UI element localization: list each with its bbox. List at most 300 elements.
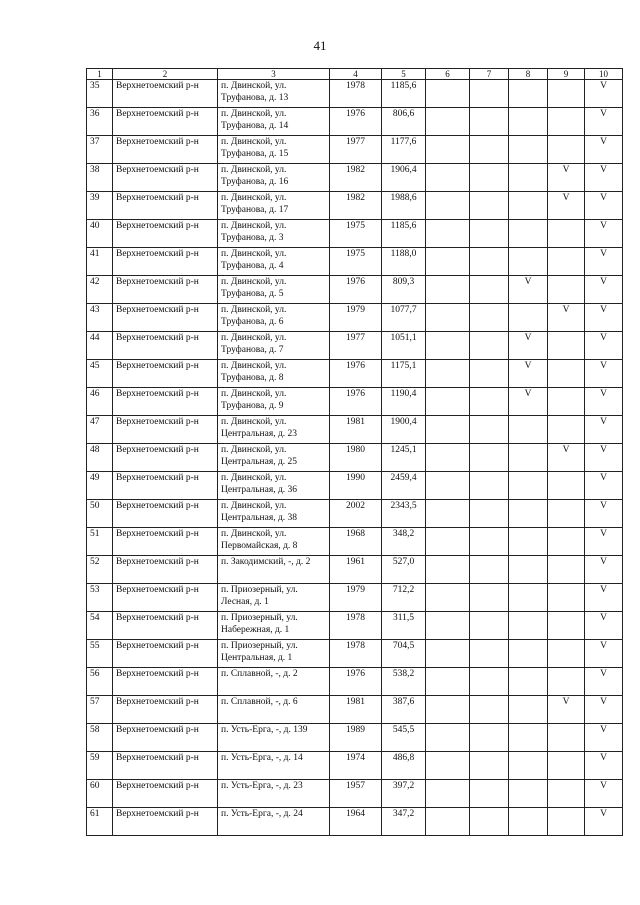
- column-6-cell: [426, 612, 470, 640]
- table-row: [87, 192, 623, 220]
- address-cell: п. Двинской, ул. Труфанова, д. 15: [218, 136, 330, 164]
- page-number: 41: [313, 38, 327, 53]
- column-6-cell: [426, 808, 470, 836]
- column-8-cell: [509, 108, 548, 136]
- table-body: [87, 80, 623, 836]
- column-9-cell: [548, 136, 585, 164]
- area-cell: 704,5: [382, 640, 426, 668]
- area-cell: 712,2: [382, 584, 426, 612]
- column-9-cell: [548, 108, 585, 136]
- column-8-cell: [509, 556, 548, 584]
- address-cell: п. Двинской, ул. Труфанова, д. 8: [218, 360, 330, 388]
- column-7-cell: [470, 696, 509, 724]
- row-number: 35: [87, 80, 113, 108]
- column-8-cell: [509, 724, 548, 752]
- column-10-cell: V: [585, 192, 623, 220]
- area-cell: 1051,1: [382, 332, 426, 360]
- row-number: 60: [87, 780, 113, 808]
- column-6-cell: [426, 584, 470, 612]
- year-cell: 1989: [330, 724, 382, 752]
- year-cell: 1980: [330, 444, 382, 472]
- year-cell: 1975: [330, 220, 382, 248]
- address-cell: п. Двинской, ул. Труфанова, д. 4: [218, 248, 330, 276]
- row-number: 44: [87, 332, 113, 360]
- column-10-cell: V: [585, 556, 623, 584]
- table-row: [87, 500, 623, 528]
- column-9-cell: V: [548, 444, 585, 472]
- column-8-cell: [509, 668, 548, 696]
- year-cell: 1976: [330, 388, 382, 416]
- row-number: 61: [87, 808, 113, 836]
- row-number: 53: [87, 584, 113, 612]
- column-7-cell: [470, 360, 509, 388]
- region-cell: Верхнетоемский р-н: [113, 108, 218, 136]
- table-row: [87, 276, 623, 304]
- row-number: 59: [87, 752, 113, 780]
- address-cell: п. Двинской, ул. Труфанова, д. 16: [218, 164, 330, 192]
- column-6-cell: [426, 248, 470, 276]
- table-row: [87, 80, 623, 108]
- row-number: 47: [87, 416, 113, 444]
- column-6-cell: [426, 220, 470, 248]
- column-9-cell: [548, 612, 585, 640]
- column-7-cell: [470, 416, 509, 444]
- column-10-cell: V: [585, 528, 623, 556]
- region-cell: Верхнетоемский р-н: [113, 388, 218, 416]
- column-6-cell: [426, 304, 470, 332]
- row-number: 37: [87, 136, 113, 164]
- area-cell: 2459,4: [382, 472, 426, 500]
- column-10-cell: V: [585, 668, 623, 696]
- column-6-cell: [426, 696, 470, 724]
- column-9-cell: [548, 584, 585, 612]
- column-10-cell: V: [585, 696, 623, 724]
- row-number: 46: [87, 388, 113, 416]
- row-number: 36: [87, 108, 113, 136]
- region-cell: Верхнетоемский р-н: [113, 556, 218, 584]
- column-9-cell: [548, 528, 585, 556]
- column-8-cell: [509, 696, 548, 724]
- column-10-cell: V: [585, 444, 623, 472]
- column-8-cell: [509, 612, 548, 640]
- region-cell: Верхнетоемский р-н: [113, 360, 218, 388]
- column-6-cell: [426, 192, 470, 220]
- region-cell: Верхнетоемский р-н: [113, 136, 218, 164]
- column-header-8: 8: [509, 69, 548, 80]
- row-number: 55: [87, 640, 113, 668]
- column-7-cell: [470, 220, 509, 248]
- column-header-9: 9: [548, 69, 585, 80]
- row-number: 38: [87, 164, 113, 192]
- address-cell: п. Двинской, ул. Труфанова, д. 14: [218, 108, 330, 136]
- column-10-cell: V: [585, 220, 623, 248]
- year-cell: 1964: [330, 808, 382, 836]
- column-7-cell: [470, 808, 509, 836]
- row-number: 40: [87, 220, 113, 248]
- column-6-cell: [426, 164, 470, 192]
- column-10-cell: V: [585, 276, 623, 304]
- table-row: [87, 752, 623, 780]
- year-cell: 1976: [330, 668, 382, 696]
- column-10-cell: V: [585, 808, 623, 836]
- row-number: 50: [87, 500, 113, 528]
- address-cell: п. Приозерный, ул. Набережная, д. 1: [218, 612, 330, 640]
- column-9-cell: [548, 80, 585, 108]
- column-10-cell: V: [585, 472, 623, 500]
- column-8-cell: V: [509, 360, 548, 388]
- column-8-cell: [509, 640, 548, 668]
- column-header-3: 3: [218, 69, 330, 80]
- address-cell: п. Двинской, ул. Центральная, д. 36: [218, 472, 330, 500]
- region-cell: Верхнетоемский р-н: [113, 500, 218, 528]
- column-6-cell: [426, 388, 470, 416]
- area-cell: 486,8: [382, 752, 426, 780]
- area-cell: 311,5: [382, 612, 426, 640]
- column-9-cell: [548, 472, 585, 500]
- region-cell: Верхнетоемский р-н: [113, 80, 218, 108]
- column-9-cell: V: [548, 696, 585, 724]
- column-9-cell: [548, 248, 585, 276]
- area-cell: 1077,7: [382, 304, 426, 332]
- region-cell: Верхнетоемский р-н: [113, 164, 218, 192]
- row-number: 56: [87, 668, 113, 696]
- row-number: 58: [87, 724, 113, 752]
- column-6-cell: [426, 640, 470, 668]
- year-cell: 1982: [330, 164, 382, 192]
- region-cell: Верхнетоемский р-н: [113, 528, 218, 556]
- address-cell: п. Двинской, ул. Труфанова, д. 9: [218, 388, 330, 416]
- column-7-cell: [470, 752, 509, 780]
- column-8-cell: V: [509, 276, 548, 304]
- row-number: 41: [87, 248, 113, 276]
- table-row: [87, 108, 623, 136]
- year-cell: 1961: [330, 556, 382, 584]
- column-7-cell: [470, 528, 509, 556]
- table-row: [87, 444, 623, 472]
- address-cell: п. Двинской, ул. Первомайская, д. 8: [218, 528, 330, 556]
- column-7-cell: [470, 108, 509, 136]
- column-header-6: 6: [426, 69, 470, 80]
- year-cell: 1979: [330, 304, 382, 332]
- year-cell: 1976: [330, 108, 382, 136]
- region-cell: Верхнетоемский р-н: [113, 472, 218, 500]
- column-10-cell: V: [585, 640, 623, 668]
- year-cell: 1975: [330, 248, 382, 276]
- year-cell: 1990: [330, 472, 382, 500]
- row-number: 42: [87, 276, 113, 304]
- column-8-cell: [509, 248, 548, 276]
- column-7-cell: [470, 500, 509, 528]
- column-9-cell: [548, 808, 585, 836]
- address-cell: п. Сплавной, -, д. 6: [218, 696, 330, 724]
- address-cell: п. Усть-Ерга, -, д. 14: [218, 752, 330, 780]
- region-cell: Верхнетоемский р-н: [113, 808, 218, 836]
- row-number: 43: [87, 304, 113, 332]
- area-cell: 1906,4: [382, 164, 426, 192]
- column-6-cell: [426, 500, 470, 528]
- column-8-cell: V: [509, 388, 548, 416]
- column-7-cell: [470, 612, 509, 640]
- column-header-4: 4: [330, 69, 382, 80]
- column-10-cell: V: [585, 780, 623, 808]
- column-8-cell: [509, 136, 548, 164]
- address-cell: п. Двинской, ул. Центральная, д. 25: [218, 444, 330, 472]
- column-9-cell: [548, 388, 585, 416]
- column-7-cell: [470, 640, 509, 668]
- column-6-cell: [426, 108, 470, 136]
- area-cell: 538,2: [382, 668, 426, 696]
- column-8-cell: [509, 500, 548, 528]
- table-row: [87, 696, 623, 724]
- row-number: 39: [87, 192, 113, 220]
- address-cell: п. Двинской, ул. Труфанова, д. 13: [218, 80, 330, 108]
- region-cell: Верхнетоемский р-н: [113, 696, 218, 724]
- column-6-cell: [426, 332, 470, 360]
- housing-registry-table: [86, 68, 623, 836]
- year-cell: 1957: [330, 780, 382, 808]
- address-cell: п. Двинской, ул. Центральная, д. 38: [218, 500, 330, 528]
- year-cell: 1978: [330, 612, 382, 640]
- column-8-cell: V: [509, 332, 548, 360]
- year-cell: 1974: [330, 752, 382, 780]
- column-8-cell: [509, 416, 548, 444]
- column-8-cell: [509, 528, 548, 556]
- column-6-cell: [426, 668, 470, 696]
- table-row: [87, 304, 623, 332]
- column-7-cell: [470, 668, 509, 696]
- column-header-1: 1: [87, 69, 113, 80]
- column-10-cell: V: [585, 388, 623, 416]
- column-7-cell: [470, 388, 509, 416]
- column-7-cell: [470, 164, 509, 192]
- area-cell: 347,2: [382, 808, 426, 836]
- address-cell: п. Приозерный, ул. Центральная, д. 1: [218, 640, 330, 668]
- year-cell: 1981: [330, 696, 382, 724]
- area-cell: 1900,4: [382, 416, 426, 444]
- column-9-cell: [548, 780, 585, 808]
- column-10-cell: V: [585, 304, 623, 332]
- column-7-cell: [470, 80, 509, 108]
- year-cell: 1979: [330, 584, 382, 612]
- column-7-cell: [470, 136, 509, 164]
- column-9-cell: [548, 752, 585, 780]
- address-cell: п. Закодимский, -, д. 2: [218, 556, 330, 584]
- region-cell: Верхнетоемский р-н: [113, 332, 218, 360]
- area-cell: 2343,5: [382, 500, 426, 528]
- year-cell: 1981: [330, 416, 382, 444]
- column-10-cell: V: [585, 332, 623, 360]
- region-cell: Верхнетоемский р-н: [113, 248, 218, 276]
- column-10-cell: V: [585, 248, 623, 276]
- region-cell: Верхнетоемский р-н: [113, 752, 218, 780]
- column-9-cell: V: [548, 164, 585, 192]
- table-row: [87, 136, 623, 164]
- region-cell: Верхнетоемский р-н: [113, 584, 218, 612]
- column-7-cell: [470, 472, 509, 500]
- table-row: [87, 220, 623, 248]
- column-7-cell: [470, 556, 509, 584]
- table-row: [87, 164, 623, 192]
- column-6-cell: [426, 780, 470, 808]
- column-7-cell: [470, 724, 509, 752]
- address-cell: п. Двинской, ул. Труфанова, д. 5: [218, 276, 330, 304]
- column-6-cell: [426, 752, 470, 780]
- column-10-cell: V: [585, 360, 623, 388]
- column-9-cell: V: [548, 192, 585, 220]
- table-row: [87, 584, 623, 612]
- column-header-5: 5: [382, 69, 426, 80]
- region-cell: Верхнетоемский р-н: [113, 780, 218, 808]
- year-cell: 2002: [330, 500, 382, 528]
- table-row: [87, 528, 623, 556]
- table-row: [87, 640, 623, 668]
- table-row: [87, 360, 623, 388]
- year-cell: 1976: [330, 276, 382, 304]
- column-9-cell: [548, 500, 585, 528]
- table-row: [87, 388, 623, 416]
- year-cell: 1982: [330, 192, 382, 220]
- region-cell: Верхнетоемский р-н: [113, 192, 218, 220]
- area-cell: 1190,4: [382, 388, 426, 416]
- region-cell: Верхнетоемский р-н: [113, 668, 218, 696]
- column-10-cell: V: [585, 164, 623, 192]
- table-row: [87, 724, 623, 752]
- area-cell: 387,6: [382, 696, 426, 724]
- table-row: [87, 472, 623, 500]
- area-cell: 1175,1: [382, 360, 426, 388]
- column-10-cell: V: [585, 136, 623, 164]
- region-cell: Верхнетоемский р-н: [113, 220, 218, 248]
- column-7-cell: [470, 248, 509, 276]
- address-cell: п. Двинской, ул. Труфанова, д. 6: [218, 304, 330, 332]
- column-6-cell: [426, 724, 470, 752]
- column-9-cell: V: [548, 304, 585, 332]
- column-8-cell: [509, 80, 548, 108]
- column-6-cell: [426, 472, 470, 500]
- area-cell: 527,0: [382, 556, 426, 584]
- column-8-cell: [509, 472, 548, 500]
- address-cell: п. Усть-Ерга, -, д. 24: [218, 808, 330, 836]
- area-cell: 1185,6: [382, 80, 426, 108]
- row-number: 54: [87, 612, 113, 640]
- area-cell: 1245,1: [382, 444, 426, 472]
- region-cell: Верхнетоемский р-н: [113, 276, 218, 304]
- column-6-cell: [426, 444, 470, 472]
- region-cell: Верхнетоемский р-н: [113, 612, 218, 640]
- column-8-cell: [509, 304, 548, 332]
- row-number: 52: [87, 556, 113, 584]
- column-9-cell: [548, 416, 585, 444]
- column-10-cell: V: [585, 584, 623, 612]
- table-row: [87, 668, 623, 696]
- address-cell: п. Двинской, ул. Труфанова, д. 7: [218, 332, 330, 360]
- column-7-cell: [470, 584, 509, 612]
- column-10-cell: V: [585, 416, 623, 444]
- column-9-cell: [548, 360, 585, 388]
- column-9-cell: [548, 332, 585, 360]
- column-9-cell: [548, 220, 585, 248]
- column-9-cell: [548, 668, 585, 696]
- table-row: [87, 780, 623, 808]
- year-cell: 1977: [330, 136, 382, 164]
- column-10-cell: V: [585, 724, 623, 752]
- column-7-cell: [470, 276, 509, 304]
- area-cell: 1185,6: [382, 220, 426, 248]
- column-9-cell: [548, 640, 585, 668]
- column-8-cell: [509, 444, 548, 472]
- column-6-cell: [426, 416, 470, 444]
- column-6-cell: [426, 276, 470, 304]
- column-6-cell: [426, 360, 470, 388]
- region-cell: Верхнетоемский р-н: [113, 444, 218, 472]
- column-8-cell: [509, 164, 548, 192]
- region-cell: Верхнетоемский р-н: [113, 724, 218, 752]
- area-cell: 1988,6: [382, 192, 426, 220]
- column-6-cell: [426, 80, 470, 108]
- table-row: [87, 612, 623, 640]
- column-7-cell: [470, 304, 509, 332]
- address-cell: п. Двинской, ул. Труфанова, д. 17: [218, 192, 330, 220]
- column-8-cell: [509, 780, 548, 808]
- year-cell: 1978: [330, 80, 382, 108]
- column-10-cell: V: [585, 752, 623, 780]
- area-cell: 806,6: [382, 108, 426, 136]
- year-cell: 1977: [330, 332, 382, 360]
- column-9-cell: [548, 276, 585, 304]
- region-cell: Верхнетоемский р-н: [113, 304, 218, 332]
- column-7-cell: [470, 192, 509, 220]
- column-10-cell: V: [585, 108, 623, 136]
- region-cell: Верхнетоемский р-н: [113, 640, 218, 668]
- column-6-cell: [426, 528, 470, 556]
- region-cell: Верхнетоемский р-н: [113, 416, 218, 444]
- column-8-cell: [509, 220, 548, 248]
- year-cell: 1976: [330, 360, 382, 388]
- table-row: [87, 332, 623, 360]
- column-header-2: 2: [113, 69, 218, 80]
- column-6-cell: [426, 556, 470, 584]
- column-6-cell: [426, 136, 470, 164]
- column-10-cell: V: [585, 500, 623, 528]
- table-row: [87, 416, 623, 444]
- address-cell: п. Усть-Ерга, -, д. 139: [218, 724, 330, 752]
- row-number: 49: [87, 472, 113, 500]
- area-cell: 545,5: [382, 724, 426, 752]
- column-7-cell: [470, 780, 509, 808]
- area-cell: 1177,6: [382, 136, 426, 164]
- column-7-cell: [470, 444, 509, 472]
- row-number: 48: [87, 444, 113, 472]
- row-number: 45: [87, 360, 113, 388]
- column-8-cell: [509, 808, 548, 836]
- column-header-7: 7: [470, 69, 509, 80]
- address-cell: п. Усть-Ерга, -, д. 23: [218, 780, 330, 808]
- table-row: [87, 248, 623, 276]
- column-8-cell: [509, 752, 548, 780]
- area-cell: 397,2: [382, 780, 426, 808]
- year-cell: 1968: [330, 528, 382, 556]
- column-7-cell: [470, 332, 509, 360]
- column-8-cell: [509, 192, 548, 220]
- row-number: 51: [87, 528, 113, 556]
- column-header-10: 10: [585, 69, 623, 80]
- table-header-row: [87, 69, 623, 80]
- row-number: 57: [87, 696, 113, 724]
- year-cell: 1978: [330, 640, 382, 668]
- address-cell: п. Двинской, ул. Центральная, д. 23: [218, 416, 330, 444]
- table-row: [87, 808, 623, 836]
- address-cell: п. Двинской, ул. Труфанова, д. 3: [218, 220, 330, 248]
